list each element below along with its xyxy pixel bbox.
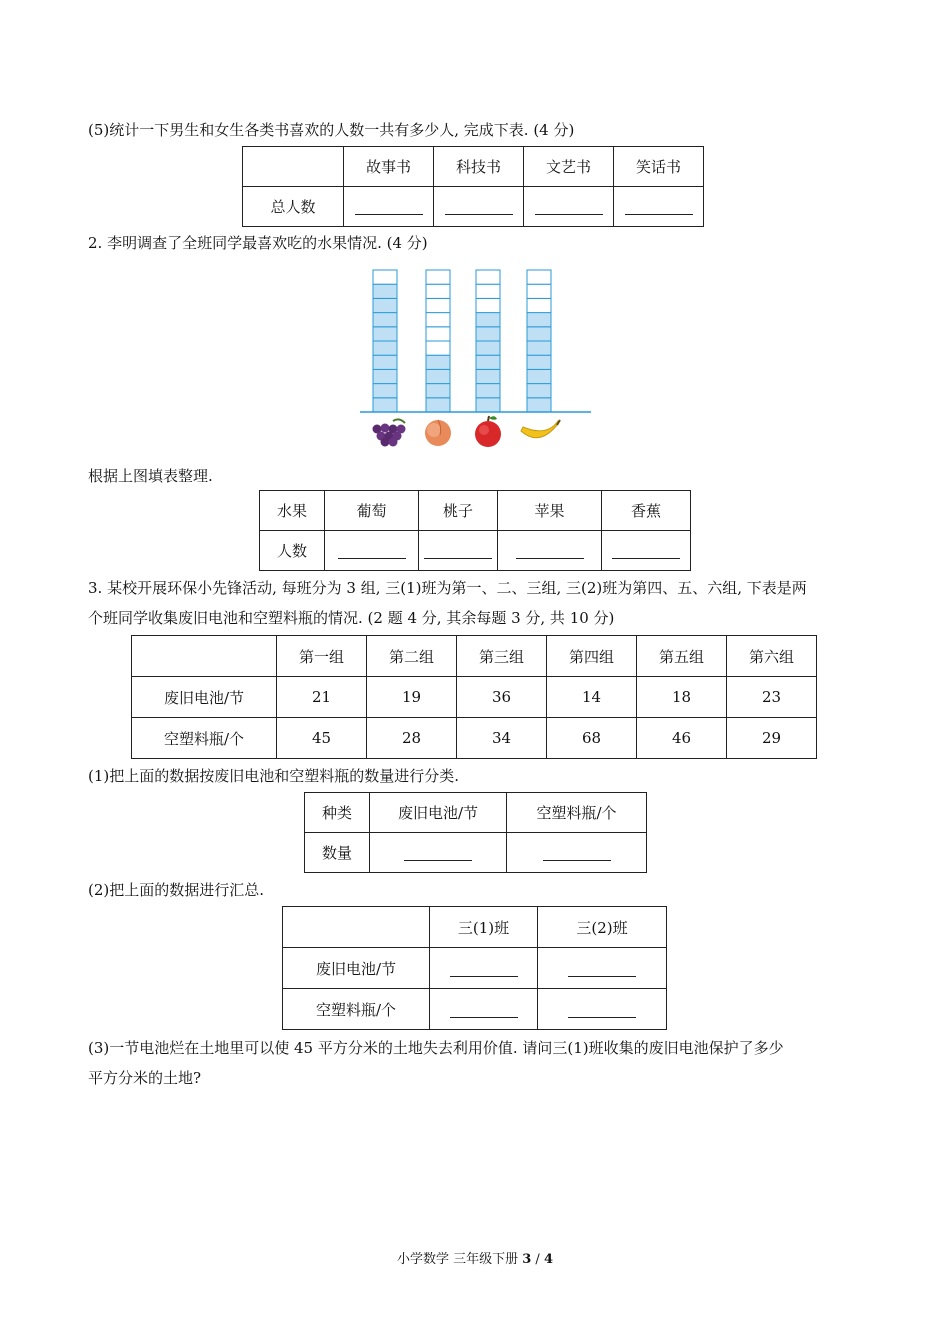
q3-part1-col-header: 废旧电池/节 [370,793,507,833]
q3-part2-row-label: 废旧电池/节 [283,948,430,989]
table-row [132,677,817,718]
empty-cell [527,284,551,298]
filled-cell [527,398,551,412]
filled-cell [373,327,397,341]
answer-blank[interactable] [538,989,667,1030]
q3-part1-header-label: 种类 [305,793,370,833]
filled-cell [476,398,500,412]
empty-cell [426,298,450,312]
bar-4 [527,270,551,412]
filled-cell [527,384,551,398]
grapes-icon [373,419,406,446]
empty-cell [426,284,450,298]
q2-col-header: 桃子 [419,491,498,531]
empty-cell [426,270,450,284]
filled-cell [426,355,450,369]
filled-cell [426,369,450,383]
q2-table [259,490,691,571]
q3-title-line1: 3. 某校开展环保小先锋活动, 每班分为 3 组, 三(1)班为第一、二、三组, 三(2)班为第四、五、六组, 下表是两 [88,579,807,597]
banana-icon [521,420,560,438]
answer-blank[interactable] [498,531,602,571]
answer-blank[interactable] [538,948,667,989]
table-row [283,989,667,1030]
q3-cell: 23 [727,677,817,718]
q5-col-header: 故事书 [344,147,434,187]
q3-part2-row-label: 空塑料瓶/个 [283,989,430,1030]
q3-part2-col-header: 三(1)班 [430,907,538,948]
q3-row-label: 空塑料瓶/个 [132,718,277,759]
q3-part1-table [304,792,647,873]
filled-cell [373,341,397,355]
empty-cell [527,270,551,284]
q3-part1-row-label: 数量 [305,833,370,873]
page-number: 3 [522,1252,532,1267]
q3-part2-corner-cell [283,907,430,948]
q5-col-header: 文艺书 [524,147,614,187]
page-total: 4 [543,1252,553,1267]
empty-cell [426,313,450,327]
filled-cell [527,327,551,341]
q3-cell: 19 [367,677,457,718]
q3-cell: 21 [277,677,367,718]
table-row [132,718,817,759]
q3-part1-col-header: 空塑料瓶/个 [507,793,647,833]
empty-cell [476,298,500,312]
answer-blank[interactable] [614,187,704,227]
q3-data-table [131,635,817,759]
q3-cell: 29 [727,718,817,759]
q2-header-label: 水果 [260,491,325,531]
answer-blank[interactable] [419,531,498,571]
answer-blank[interactable] [370,833,507,873]
q2-col-header: 葡萄 [325,491,419,531]
q3-col-header: 第六组 [727,636,817,677]
answer-blank[interactable] [434,187,524,227]
empty-cell [426,341,450,355]
filled-cell [373,313,397,327]
q2-col-header: 苹果 [498,491,602,531]
answer-blank[interactable] [524,187,614,227]
filled-cell [476,313,500,327]
q3-col-header: 第二组 [367,636,457,677]
bar-1 [373,270,397,412]
q3-col-header: 第五组 [637,636,727,677]
empty-cell [426,327,450,341]
filled-cell [527,313,551,327]
q5-corner-cell [243,147,344,187]
q5-row-label: 总人数 [243,187,344,227]
peach-icon [425,420,451,446]
filled-cell [476,341,500,355]
q3-cell: 46 [637,718,727,759]
filled-cell [426,384,450,398]
q3-cell: 45 [277,718,367,759]
answer-blank[interactable] [430,948,538,989]
footer-text: 小学数学 三年级下册 [396,1252,523,1267]
filled-cell [527,341,551,355]
filled-cell [527,369,551,383]
bar-3 [476,270,500,412]
bar-2 [426,270,450,412]
table-row [283,948,667,989]
q3-part3-line2: 平方分米的土地? [88,1069,202,1087]
filled-cell [373,369,397,383]
fruit-bar-chart [355,265,600,455]
empty-cell [373,270,397,284]
q3-part1-title: (1)把上面的数据按废旧电池和空塑料瓶的数量进行分类. [88,767,460,785]
q3-cell: 14 [547,677,637,718]
filled-cell [476,384,500,398]
filled-cell [476,369,500,383]
page-separator: / [531,1252,544,1267]
empty-cell [476,284,500,298]
q3-row-label: 废旧电池/节 [132,677,277,718]
q3-col-header: 第一组 [277,636,367,677]
q3-cell: 68 [547,718,637,759]
apple-icon [475,416,501,447]
q2-col-header: 香蕉 [602,491,691,531]
q3-title-line2: 个班同学收集废旧电池和空塑料瓶的情况. (2 题 4 分, 其余每题 3 分, 共 10 分) [88,609,615,627]
q3-corner-cell [132,636,277,677]
page-footer [0,1248,950,1267]
q5-title: (5)统计一下男生和女生各类书喜欢的人数一共有多少人, 完成下表. (4 分) [88,121,575,139]
filled-cell [373,298,397,312]
q2-title: 2. 李明调查了全班同学最喜欢吃的水果情况. (4 分) [88,234,428,252]
q3-cell: 28 [367,718,457,759]
answer-blank[interactable] [507,833,647,873]
filled-cell [373,384,397,398]
q3-part2-col-header: 三(2)班 [538,907,667,948]
filled-cell [373,284,397,298]
filled-cell [373,398,397,412]
q2-row-label: 人数 [260,531,325,571]
answer-blank[interactable] [325,531,419,571]
filled-cell [373,355,397,369]
filled-cell [476,355,500,369]
empty-cell [476,270,500,284]
filled-cell [426,398,450,412]
answer-blank[interactable] [344,187,434,227]
q3-cell: 18 [637,677,727,718]
q3-part3-line1: (3)一节电池烂在土地里可以使 45 平方分米的土地失去利用价值. 请问三(1)班收集的废旧电池保护了多少 [88,1039,784,1057]
empty-cell [527,298,551,312]
q5-col-header: 笑话书 [614,147,704,187]
q3-part2-table [282,906,667,1030]
q5-table [242,146,704,227]
filled-cell [527,355,551,369]
q3-part2-title: (2)把上面的数据进行汇总. [88,881,265,899]
answer-blank[interactable] [430,989,538,1030]
q3-cell: 36 [457,677,547,718]
q3-col-header: 第三组 [457,636,547,677]
q2-instruction: 根据上图填表整理. [88,467,213,485]
filled-cell [476,327,500,341]
q3-col-header: 第四组 [547,636,637,677]
answer-blank[interactable] [602,531,691,571]
q3-cell: 34 [457,718,547,759]
q5-col-header: 科技书 [434,147,524,187]
